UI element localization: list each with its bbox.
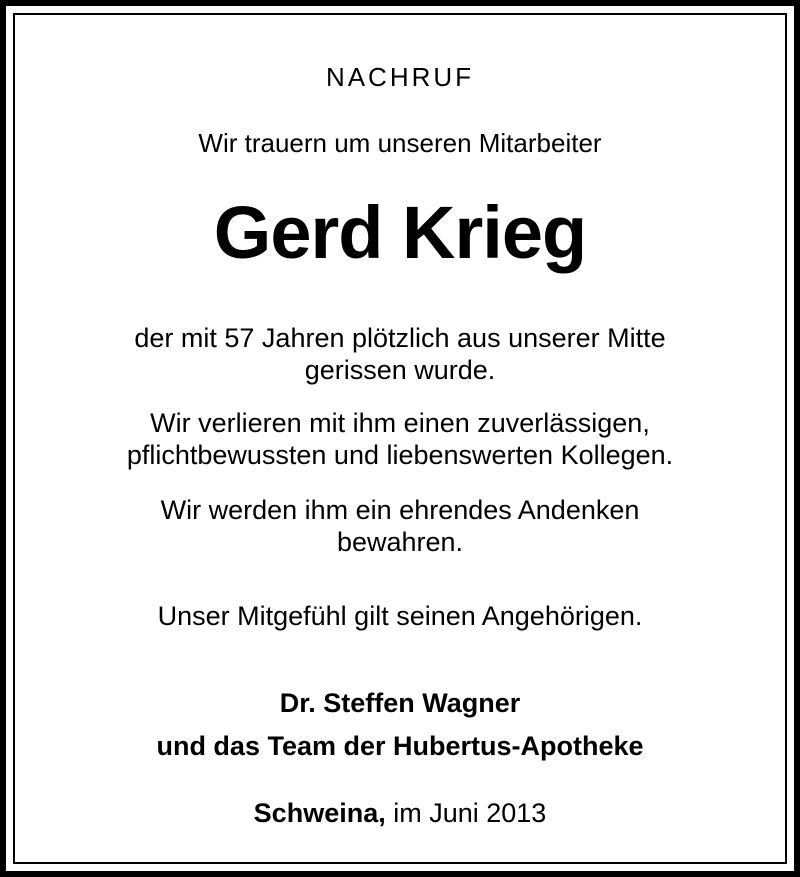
paragraph-line: Unser Mitgefühl gilt seinen Angehörigen.	[157, 601, 643, 631]
paragraph-condolence	[0, 600, 800, 632]
signature-name: Dr. Steffen Wagner	[279, 688, 521, 718]
notice-heading: NACHRUF	[325, 62, 475, 92]
paragraph-colleague	[0, 407, 800, 471]
paragraph-line: Wir werden ihm ein ehrendes Andenken	[160, 495, 640, 525]
date-text: im Juni 2013	[393, 798, 547, 828]
paragraph-age	[0, 322, 800, 386]
paragraph-line: bewahren.	[336, 527, 464, 557]
paragraph-line: Wir verlieren mit ihm einen zuverlässigen,	[150, 408, 650, 438]
paragraph-line: pflichtbewussten und liebenswerten Kollegen.	[126, 440, 674, 470]
paragraph-line: der mit 57 Jahren plötzlich aus unserer Mitte	[134, 323, 666, 353]
signature-team: und das Team der Hubertus-Apotheke	[156, 731, 644, 761]
deceased-name: Gerd Krieg	[213, 191, 587, 274]
intro-text: Wir trauern um unseren Mitarbeiter	[198, 128, 602, 158]
place-date	[0, 800, 800, 827]
place-name: Schweina,	[253, 798, 386, 828]
paragraph-memory	[0, 494, 800, 558]
paragraph-line: gerissen wurde.	[304, 355, 496, 385]
